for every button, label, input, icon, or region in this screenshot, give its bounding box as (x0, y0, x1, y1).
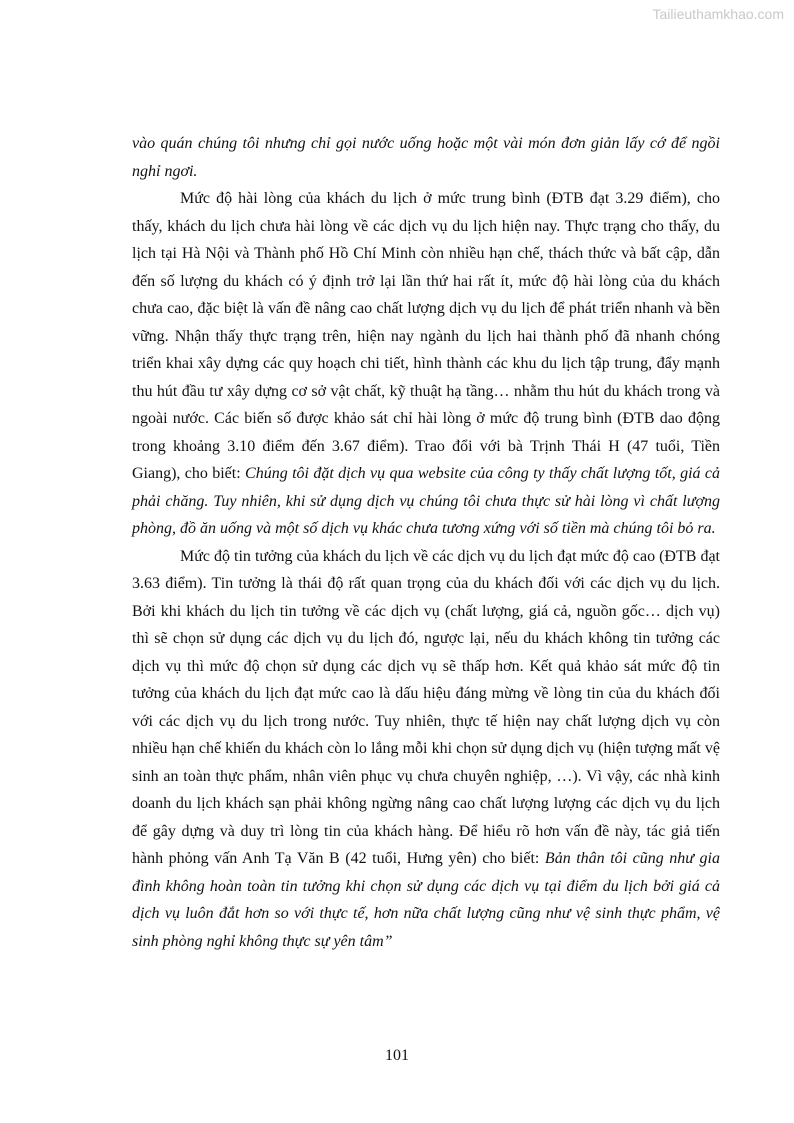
paragraph-continuation (132, 130, 720, 185)
interview-quote: Bản thân tôi cũng như gia đình không hoàn toàn tin tưởng khi chọn sử dụng các dịch vụ tại điểm du lịch bởi giá cả dịch vụ luôn đắt hơn so với thực tế, hơn nữa chất lượng cũng như vệ sinh thực phẩm, vệ sinh phòng nghỉ không thực sự yên tâm” (132, 850, 720, 950)
interview-quote: Chúng tôi đặt dịch vụ qua website của công ty thấy chất lượng tốt, giá cả phải chăng. Tuy nhiên, khi sử dụng dịch vụ chúng tôi chưa thực sử hài lòng vì chất lượng phòng, đồ ăn uống và một số dịch vụ khác chưa tương xứng với số tiền mà chúng tôi bỏ ra. (132, 465, 721, 537)
paragraph-lead-text: Mức độ hài lòng của khách du lịch ở mức trung bình (ĐTB đạt 3.29 điểm), cho thấy, khách du lịch chưa hài lòng về các dịch vụ du lịch hiện nay. Thực trạng cho thấy, du lịch tại Hà Nội và Thành phố Hồ Chí Minh còn nhiều hạn chế, thách thức và bất cập, dẫn đến số lượng du khách có ý định trở lại lần thứ hai rất ít, mức độ hài lòng của du khách chưa cao, đặc biệt là vấn đề nâng cao chất lượng dịch vụ du lịch để phát triển nhanh và bền vững. Nhận thấy thực trạng trên, hiện nay ngành du lịch hai thành phố đã nhanh chóng triển khai xây dựng các quy hoạch chi tiết, hình thành các khu du lịch tập trung, đẩy mạnh thu hút đầu tư xây dựng cơ sở vật chất, kỹ thuật hạ tầng… nhằm thu hút du khách trong và ngoài nước. Các biến số được khảo sát chỉ hài lòng ở mức độ trung bình (ĐTB dao động trong khoảng 3.10 điểm đến 3.67 điểm). Trao đổi với bà Trịnh Thái H (47 tuổi, Tiền Giang), cho biết: (132, 190, 720, 482)
paragraph-trust (132, 543, 720, 956)
paragraph-satisfaction (132, 185, 720, 543)
page-body (132, 130, 720, 955)
watermark: Tailieuthamkhao.com (652, 6, 784, 22)
interview-quote: vào quán chúng tôi nhưng chỉ gọi nước uống hoặc một vài món đơn giản lấy cớ để ngồi nghỉ ngơi. (132, 135, 720, 180)
paragraph-lead-text: Mức độ tin tưởng của khách du lịch về các dịch vụ du lịch đạt mức độ cao (ĐTB đạt 3.63 điểm). Tin tưởng là thái độ rất quan trọng của du khách đối với các dịch vụ du lịch. Bởi khi khách du lịch tin tưởng về các dịch vụ (chất lượng, giá cả, nguồn gốc… dịch vụ) thì sẽ chọn sử dụng các dịch vụ du lịch đó, ngược lại, nếu du khách không tin tưởng các dịch vụ thì mức độ chọn sử dụng các dịch vụ sẽ thấp hơn. Kết quả khảo sát mức độ tin tưởng của khách du lịch đạt mức cao là dấu hiệu đáng mừng về lòng tin của du khách đối với các dịch vụ du lịch trong nước. Tuy nhiên, thực tế hiện nay chất lượng dịch vụ còn nhiều hạn chế khiến du khách còn lo lắng mỗi khi chọn sử dụng dịch vụ (hiện tượng mất vệ sinh an toàn thực phẩm, nhân viên phục vụ chưa chuyên nghiệp, …). Vì vậy, các nhà kinh doanh du lịch khách sạn phải không ngừng nâng cao chất lượng lượng các dịch vụ du lịch để gây dựng và duy trì lòng tin của khách hàng. Để hiểu rõ hơn vấn đề này, tác giả tiến hành phỏng vấn Anh Tạ Văn B (42 tuổi, Hưng yên) cho biết: (132, 547, 720, 867)
page-number: 101 (385, 1047, 409, 1064)
